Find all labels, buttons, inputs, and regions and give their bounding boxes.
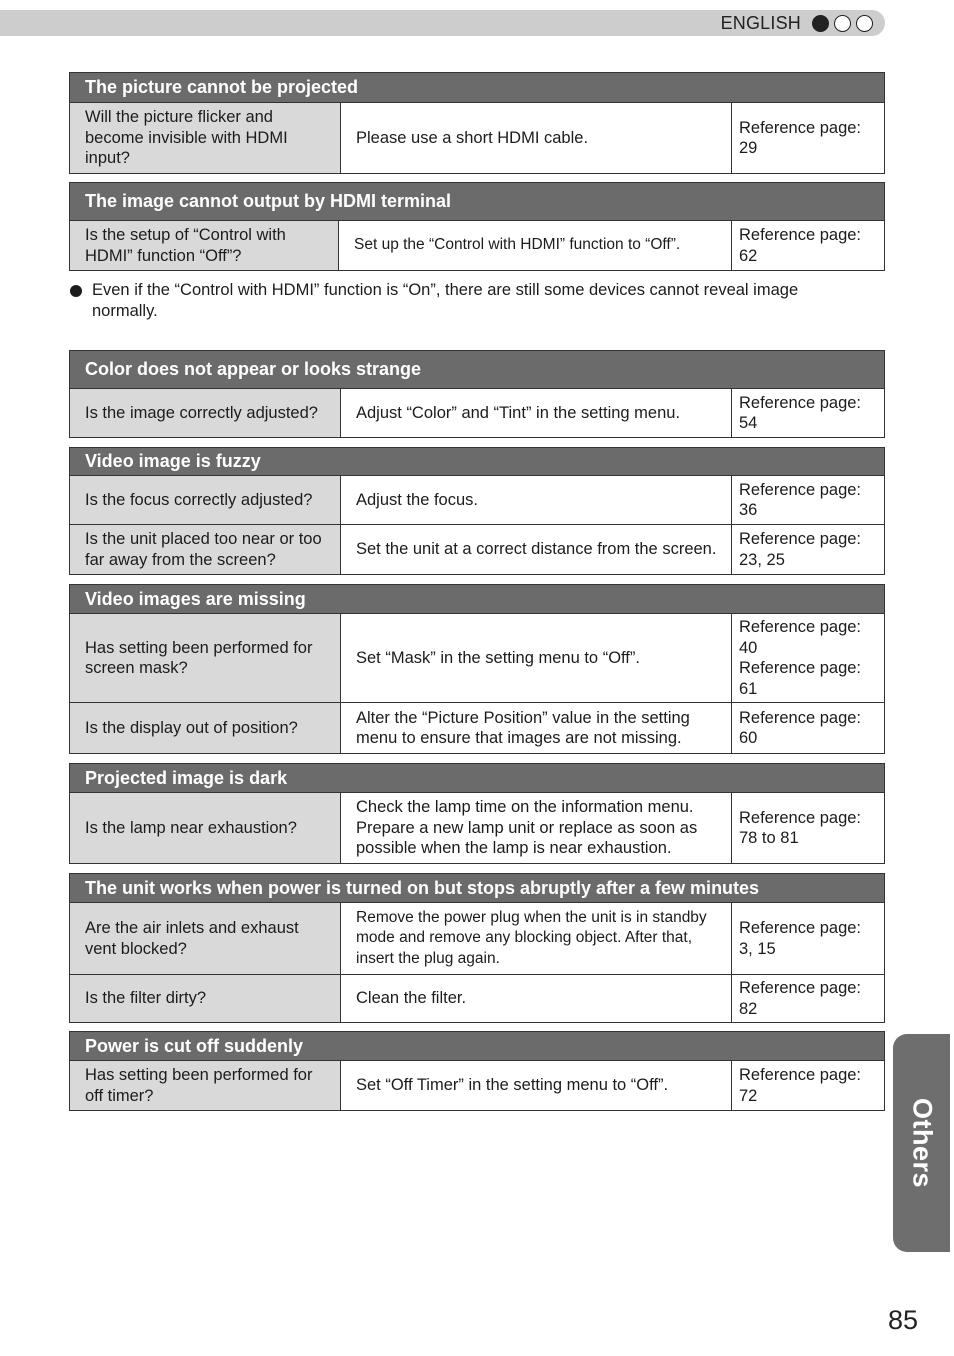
reference-cell: Reference page: 36: [732, 476, 885, 525]
question-cell: Is the focus correctly adjusted?: [70, 476, 341, 525]
question-cell: Is the image correctly adjusted?: [70, 389, 341, 438]
question-cell: Has setting been performed for off timer?: [70, 1061, 341, 1111]
troubleshooting-table: [69, 763, 885, 864]
reference-cell: Reference page: 54: [732, 389, 885, 438]
answer-cell: Adjust “Color” and “Tint” in the setting menu.: [341, 389, 732, 438]
answer-cell: Set “Mask” in the setting menu to “Off”.: [341, 614, 732, 703]
question-cell: Will the picture flicker and become invisible with HDMI input?: [70, 103, 341, 174]
section-title: Power is cut off suddenly: [70, 1032, 885, 1061]
troubleshooting-table: [69, 873, 885, 1023]
answer-cell: Remove the power plug when the unit is in standby mode and remove any blocking object. After that, insert the plug again.: [341, 903, 732, 975]
troubleshooting-table: [69, 584, 885, 754]
troubleshooting-table: [69, 1031, 885, 1111]
table-row: [70, 614, 885, 703]
reference-cell: [732, 614, 885, 703]
side-tab-others: [893, 1034, 950, 1252]
section-title: Projected image is dark: [70, 764, 885, 793]
section-title: The unit works when power is turned on but stops abruptly after a few minutes: [70, 874, 885, 903]
reference-cell: Reference page: 82: [732, 975, 885, 1023]
answer-cell: Clean the filter.: [341, 975, 732, 1023]
reference-cell: Reference page: 62: [732, 221, 885, 271]
note: [69, 280, 849, 322]
table-row: [70, 221, 885, 271]
answer-cell: Adjust the focus.: [341, 476, 732, 525]
answer-cell: Set the unit at a correct distance from the screen.: [341, 525, 732, 575]
table-row: [70, 103, 885, 174]
reference-text: Reference page: 40: [739, 618, 862, 657]
table-row: [70, 525, 885, 575]
table-row: [70, 903, 885, 975]
question-cell: Is the setup of “Control with HDMI” function “Off”?: [70, 221, 339, 271]
table-row: [70, 389, 885, 438]
language-indicator: [721, 10, 873, 36]
reference-cell: Reference page: 60: [732, 703, 885, 754]
section-title: Color does not appear or looks strange: [70, 351, 885, 389]
troubleshooting-table: [69, 350, 885, 438]
section-title: Video image is fuzzy: [70, 448, 885, 476]
section-title: The image cannot output by HDMI terminal: [70, 183, 885, 221]
answer-cell: Set “Off Timer” in the setting menu to “Off”.: [341, 1061, 732, 1111]
table-row: [70, 793, 885, 864]
reference-cell: Reference page: 78 to 81: [732, 793, 885, 864]
note-text: Even if the “Control with HDMI” function is “On”, there are still some devices cannot reveal image normally.: [92, 281, 799, 320]
question-cell: Is the filter dirty?: [70, 975, 341, 1023]
troubleshooting-table: [69, 447, 885, 575]
header-bar: [0, 10, 885, 36]
bullet-icon: [70, 285, 82, 297]
question-cell: Is the display out of position?: [70, 703, 341, 754]
table-row: [70, 476, 885, 525]
reference-text: Reference page: 61: [739, 659, 862, 698]
troubleshooting-table: [69, 72, 885, 174]
filled-circle-icon: [812, 15, 829, 32]
table-row: [70, 1061, 885, 1111]
reference-cell: Reference page: 23, 25: [732, 525, 885, 575]
language-label: ENGLISH: [720, 12, 801, 33]
answer-cell: Check the lamp time on the information menu. Prepare a new lamp unit or replace as soon as possible when the lamp is near exhaustion.: [341, 793, 732, 864]
table-row: [70, 975, 885, 1023]
section-title: The picture cannot be projected: [70, 73, 885, 103]
question-cell: Is the lamp near exhaustion?: [70, 793, 341, 864]
empty-circle-icon: [856, 15, 873, 32]
page-number: 85: [887, 1305, 918, 1335]
answer-cell: Set up the “Control with HDMI” function to “Off”.: [339, 221, 732, 271]
question-cell: Has setting been performed for screen mask?: [70, 614, 341, 703]
troubleshooting-table: [69, 182, 885, 271]
side-tab-label: Others: [907, 1097, 937, 1189]
empty-circle-icon: [834, 15, 851, 32]
reference-cell: Reference page: 3, 15: [732, 903, 885, 975]
question-cell: Are the air inlets and exhaust vent blocked?: [70, 903, 341, 975]
answer-cell: Alter the “Picture Position” value in the setting menu to ensure that images are not missing.: [341, 703, 732, 754]
question-cell: Is the unit placed too near or too far away from the screen?: [70, 525, 341, 575]
section-title: Video images are missing: [70, 585, 885, 614]
answer-cell: Please use a short HDMI cable.: [341, 103, 732, 174]
reference-cell: Reference page: 29: [732, 103, 885, 174]
reference-cell: Reference page: 72: [732, 1061, 885, 1111]
table-row: [70, 703, 885, 754]
